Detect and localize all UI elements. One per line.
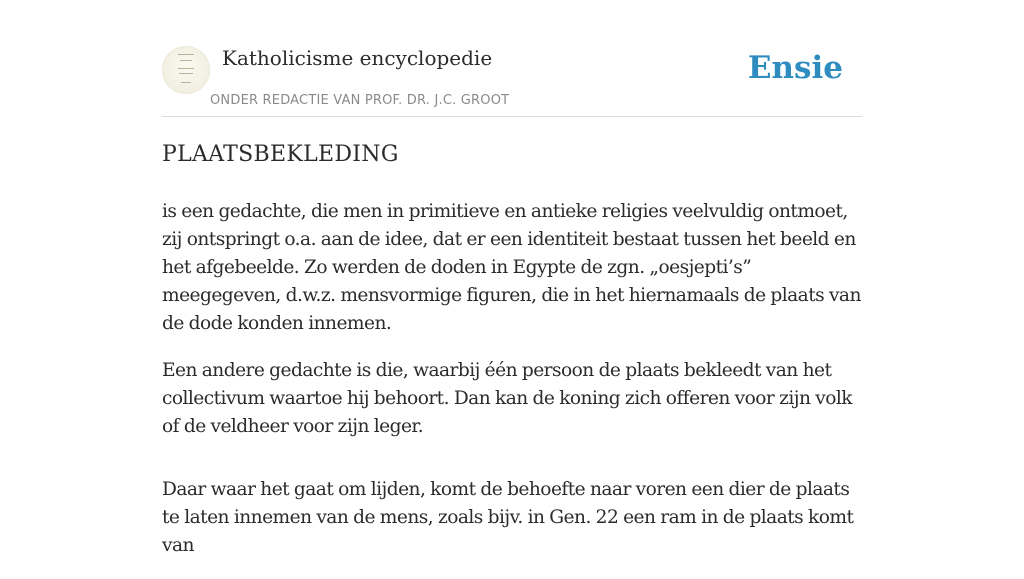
cover-decoration — [181, 82, 191, 83]
entry-paragraph: is een gedachte, die men in primitieve en antieke religies veelvuldig ontmoet, zij ontspringt o.a. aan de idee, dat er een identiteit bestaat tussen het beeld en het afgebeelde. Zo werden de doden in Egypte de zgn. „oesjepti’s” meegegeven, d.w.z. mensvormige figuren, die in het hiernamaals de plaats van de dode konden innemen. — [162, 201, 861, 334]
entry-content — [162, 140, 862, 579]
book-title[interactable]: Katholicisme encyclopedie — [222, 46, 493, 70]
ensie-logo-link[interactable]: Ensie — [747, 50, 843, 86]
cover-decoration — [178, 68, 194, 69]
book-cover-thumbnail[interactable] — [162, 46, 210, 94]
entry-title: PLAATSBEKLEDING — [162, 142, 399, 167]
entry-paragraph: Daar waar het gaat om lijden, komt de behoefte naar voren een dier de plaats te laten innemen van de mens, zoals bijv. in Gen. 22 een ram in de plaats komt van — [162, 479, 854, 556]
cover-decoration — [178, 54, 194, 55]
entry-paragraph: Een andere gedachte is die, waarbij één persoon de plaats bekleedt van het collectivum waartoe hij behoort. Dan kan de koning zich offeren voor zijn volk of de veldheer voor zijn leger. — [162, 360, 852, 437]
cover-decoration — [180, 60, 192, 61]
cover-decoration — [179, 73, 193, 74]
site-header — [162, 44, 862, 117]
book-editor-line: ONDER REDACTIE VAN PROF. DR. J.C. GROOT — [210, 93, 510, 108]
